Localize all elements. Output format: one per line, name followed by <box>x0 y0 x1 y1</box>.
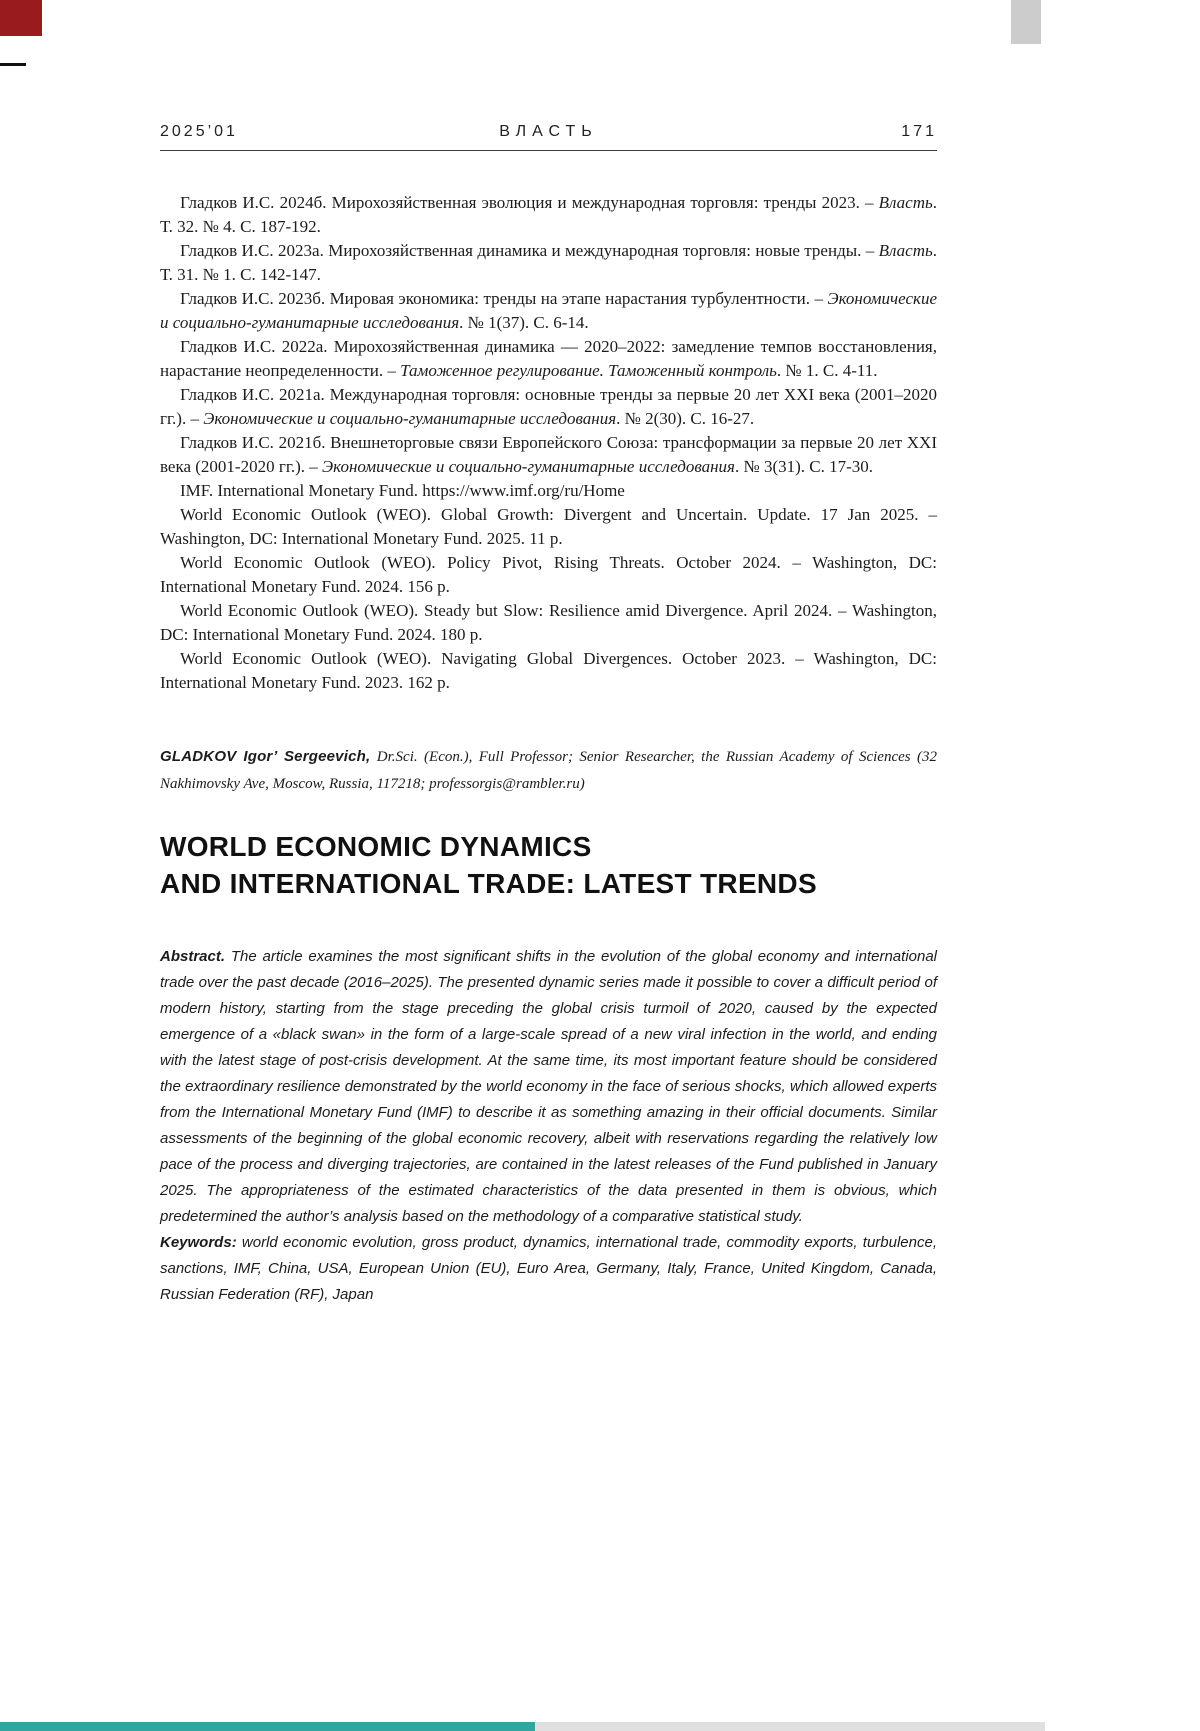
reference-item: Гладков И.С. 2021а. Международная торговля: основные тренды за первые 20 лет XXI века (2001–2020 гг.). – Экономические и социально-гуманитарные исследования. № 2(30). С. 16-27. <box>160 385 937 428</box>
reference-item: World Economic Outlook (WEO). Steady but Slow: Resilience amid Divergence. April 2024. – Washington, DC: International Monetary Fund. 2024. 180 p. <box>160 601 937 644</box>
header-rule <box>160 150 937 151</box>
running-head <box>160 123 937 141</box>
bottom-bar-gray <box>535 1722 1045 1731</box>
reference-item: IMF. International Monetary Fund. https://www.imf.org/ru/Home <box>180 481 625 500</box>
reference-item: Гладков И.С. 2023б. Мировая экономика: тренды на этапе нарастания турбулентности. – Экономические и социально-гуманитарные исследования. № 1(37). С. 6-14. <box>160 289 937 332</box>
abstract <box>160 944 937 1230</box>
author-details: Dr.Sci. (Econ.), Full Professor; Senior Researcher, the Russian Academy of Sciences (32 Nakhimovsky Ave, Moscow, Russia, 117218; professorgis@rambler.ru) <box>160 749 938 792</box>
reference-item: Гладков И.С. 2023а. Мирохозяйственная динамика и международная торговля: новые тренды. – Власть. Т. 31. № 1. С. 142-147. <box>160 241 937 284</box>
reference-item: World Economic Outlook (WEO). Global Growth: Divergent and Uncertain. Update. 17 Jan 2025. – Washington, DC: International Monetary Fund. 2025. 11 p. <box>160 505 937 548</box>
red-corner-mark <box>0 0 42 36</box>
article-title-line1: WORLD ECONOMIC DYNAMICS <box>160 831 592 862</box>
article-title <box>160 828 937 902</box>
references-list <box>160 191 937 695</box>
abstract-text: The article examines the most significant shifts in the evolution of the global economy and international trade over the past decade (2016–2025). The presented dynamic series made it possible to cover a difficult period of modern history, starting from the stage preceding the global crisis turmoil of 2020, caused by the expected emergence of a «black swan» in the form of a large-scale spread of a new viral infection in the world, and ending with the latest stage of post-crisis development. At the same time, its most important feature should be considered the extraordinary resilience demonstrated by the world economy in the face of serious shocks, which allowed experts from the International Monetary Fund (IMF) to describe it as something amazing in their official documents. Similar assessments of the beginning of the global economic recovery, albeit with reservations regarding the relatively low pace of the process and diverging trajectories, are contained in the latest releases of the Fund published in January 2025. The appropriateness of the estimated characteristics of the data presented in them is obvious, which predetermined the author’s analysis based on the methodology of a comparative statistical study. <box>160 948 938 1225</box>
keywords-text: world economic evolution, gross product, dynamics, international trade, commodity exports, turbulence, sanctions, IMF, China, USA, European Union (EU), Euro Area, Germany, Italy, France, United Kingdom, Canada, Russian Federation (RF), Japan <box>160 1234 938 1303</box>
abstract-label: Abstract. <box>160 948 226 965</box>
author-name: GLADKOV Igor’ Sergeevich, <box>160 748 371 765</box>
reference-item: Гладков И.С. 2024б. Мирохозяйственная эволюция и международная торговля: тренды 2023. – Власть. Т. 32. № 4. С. 187-192. <box>160 193 937 236</box>
keywords-label: Keywords: <box>160 1234 237 1251</box>
page-edge-artifact <box>1011 0 1041 44</box>
author-info <box>160 743 937 798</box>
keywords <box>160 1230 937 1308</box>
page-number: 171 <box>901 123 937 140</box>
reference-item: World Economic Outlook (WEO). Policy Pivot, Rising Threats. October 2024. – Washington, DC: International Monetary Fund. 2024. 156 p. <box>160 553 937 596</box>
crop-mark <box>0 63 26 66</box>
reference-item: Гладков И.С. 2021б. Внешнеторговые связи Европейского Союза: трансформации за первые 20 лет XXI века (2001-2020 гг.). – Экономические и социально-гуманитарные исследования. № 3(31). С. 17-30. <box>160 433 937 476</box>
bottom-bar-teal <box>0 1722 535 1731</box>
issue-label: 2025’01 <box>160 123 238 140</box>
reference-item: World Economic Outlook (WEO). Navigating Global Divergences. October 2023. – Washington, DC: International Monetary Fund. 2023. 162 p. <box>160 649 937 692</box>
journal-title: ВЛАСТЬ <box>499 123 598 140</box>
reference-item: Гладков И.С. 2022а. Мирохозяйственная динамика — 2020–2022: замедление темпов восстановления, нарастание неопределенности. – Таможенное регулирование. Таможенный контроль. № 1. С. 4-11. <box>160 337 937 380</box>
article-title-line2: AND INTERNATIONAL TRADE: LATEST TRENDS <box>160 868 817 899</box>
